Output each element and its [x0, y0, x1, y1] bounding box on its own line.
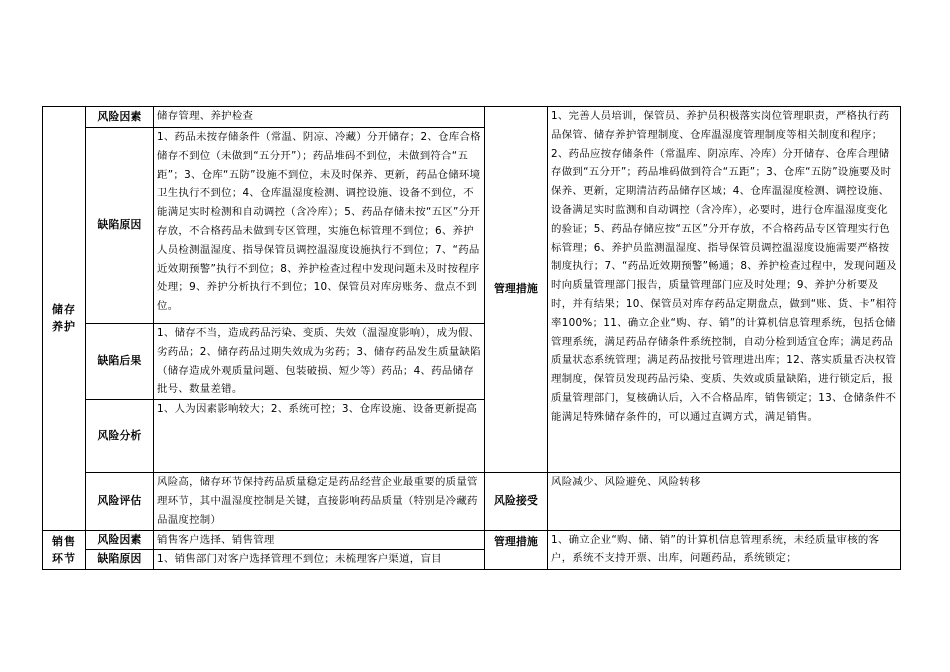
storage-management-text: 1、完善人员培训，保管员、养护员积极落实岗位管理职责，严格执行药品保管、储存养护管理制度、仓库温湿度管理制度等相关制度和程序；2、药品应按存储条件（常温库、阴凉库、冷库）分开储存、仓库合理储存做到“五分开”；药品堆码做到符合“五距”；3、仓库“五防”设施要及时保养、更新，定期清洁药品储存区域；4、仓库温湿度检测、调控设施、设备满足实时监测和自动调控（含冷库），必要时，进行仓库温湿度变化的验证；5、药品存储应按“五区”分开存放，不合格药品专区管理实行色标管理；6、养护员监测温湿度、指导保管员调控温湿度设施需要严格按制度执行；7、“药品近效期预警”畅通；8、养护检查过程中，发现问题及时向质量管理部门报告，质量管理部门应及时处理；9、养护分析要及时，并有结果；10、保管员对库存药品定期盘点，做到“账、货、卡”相符率100%；11、确立企业“购、存、销”的计算机信息管理系统，包括仓储管理系统，满足药品存储条件系统控制，自动分检到适宜仓库；满足药品质量状态系统管理；满足药品按批号管理进出库；12、落实质量否决权管理制度，保管员发现药品污染、变质、失效或质量缺陷，进行锁定后，报质量管理部门，复核确认后，入不合格品库，销售锁定；13、仓储条件不能满足特殊储存条件的，可以通过直调方式，满足销售。	[548, 107, 901, 473]
sales-management-label: 管理措施	[485, 530, 548, 570]
storage-risk-acceptance-label: 风险接受	[485, 473, 548, 530]
storage-defect-causes-label: 缺陷原因	[86, 128, 154, 324]
storage-risk-analysis-label: 风险分析	[86, 400, 154, 473]
storage-risk-factors-label: 风险因素	[86, 107, 154, 128]
storage-defect-consequences-label: 缺陷后果	[86, 324, 154, 400]
sales-section-cell	[43, 530, 86, 570]
storage-row-risk-assessment	[43, 473, 901, 530]
storage-section-title-line1: 储存	[52, 303, 76, 317]
storage-risk-analysis-text: 1、人为因素影响较大；2、系统可控；3、仓库设施、设备更新提高	[154, 400, 485, 473]
sales-risk-factors-text: 销售客户选择、销售管理	[154, 530, 485, 550]
risk-control-table	[42, 106, 901, 570]
storage-risk-factors-text: 储存管理、养护检查	[154, 107, 485, 128]
sales-row-risk-factors	[43, 530, 901, 550]
storage-section-cell	[43, 107, 86, 531]
storage-section-title-line2: 养护	[52, 320, 76, 334]
storage-risk-assessment-label: 风险评估	[86, 473, 154, 530]
storage-defect-causes-text: 1、药品未按存储条件（常温、阴凉、冷藏）分开储存；2、仓库合格储存不到位（未做到“五分开”）；药品堆码不到位，未做到符合“五距”；3、仓库“五防”设施不到位，未及时保养、更新，药品仓储环境卫生执行不到位；4、仓库温湿度检测、调控设施、设备不到位，不能满足实时检测和自动调控（含冷库）；5、药品存储未按“五区”分开存放，不合格药品未做到专区管理，实施色标管理不到位；6、养护人员检测温湿度、指导保管员调控温湿度设施执行不到位；7、“药品近效期预警”执行不到位；8、养护检查过程中发现问题未及时按程序处理；9、养护分析执行不到位；10、保管员对库房账务、盘点不到位。	[154, 128, 485, 324]
storage-risk-acceptance-text: 风险减少、风险避免、风险转移	[548, 473, 901, 530]
sales-defect-causes-text: 1、销售部门对客户选择管理不到位；未梳理客户渠道，盲目	[154, 550, 485, 570]
storage-risk-assessment-text: 风险高，储存环节保持药品质量稳定是药品经营企业最重要的质量管理环节，其中温湿度控制是关键，直接影响药品质量（特别是冷藏药品温度控制）	[154, 473, 485, 530]
sales-section-title-line2: 环节	[52, 551, 76, 565]
sales-section-title-line1: 销售	[52, 534, 76, 548]
sales-risk-factors-label: 风险因素	[86, 530, 154, 550]
sales-defect-causes-label: 缺陷原因	[86, 550, 154, 570]
sales-management-text: 1、确立企业“购、储、销”的计算机信息管理系统，未经质量审核的客户，系统不支持开票、出库，问题药品，系统锁定；	[548, 530, 901, 570]
storage-defect-consequences-text: 1、储存不当，造成药品污染、变质、失效（温湿度影响），成为假、劣药品；2、储存药品过期失效成为劣药；3、储存药品发生质量缺陷（储存造成外观质量问题、包装破损、短少等）药品；4、药品储存批号、数量差错。	[154, 324, 485, 400]
storage-management-label: 管理措施	[485, 107, 548, 473]
storage-row-risk-factors	[43, 107, 901, 128]
